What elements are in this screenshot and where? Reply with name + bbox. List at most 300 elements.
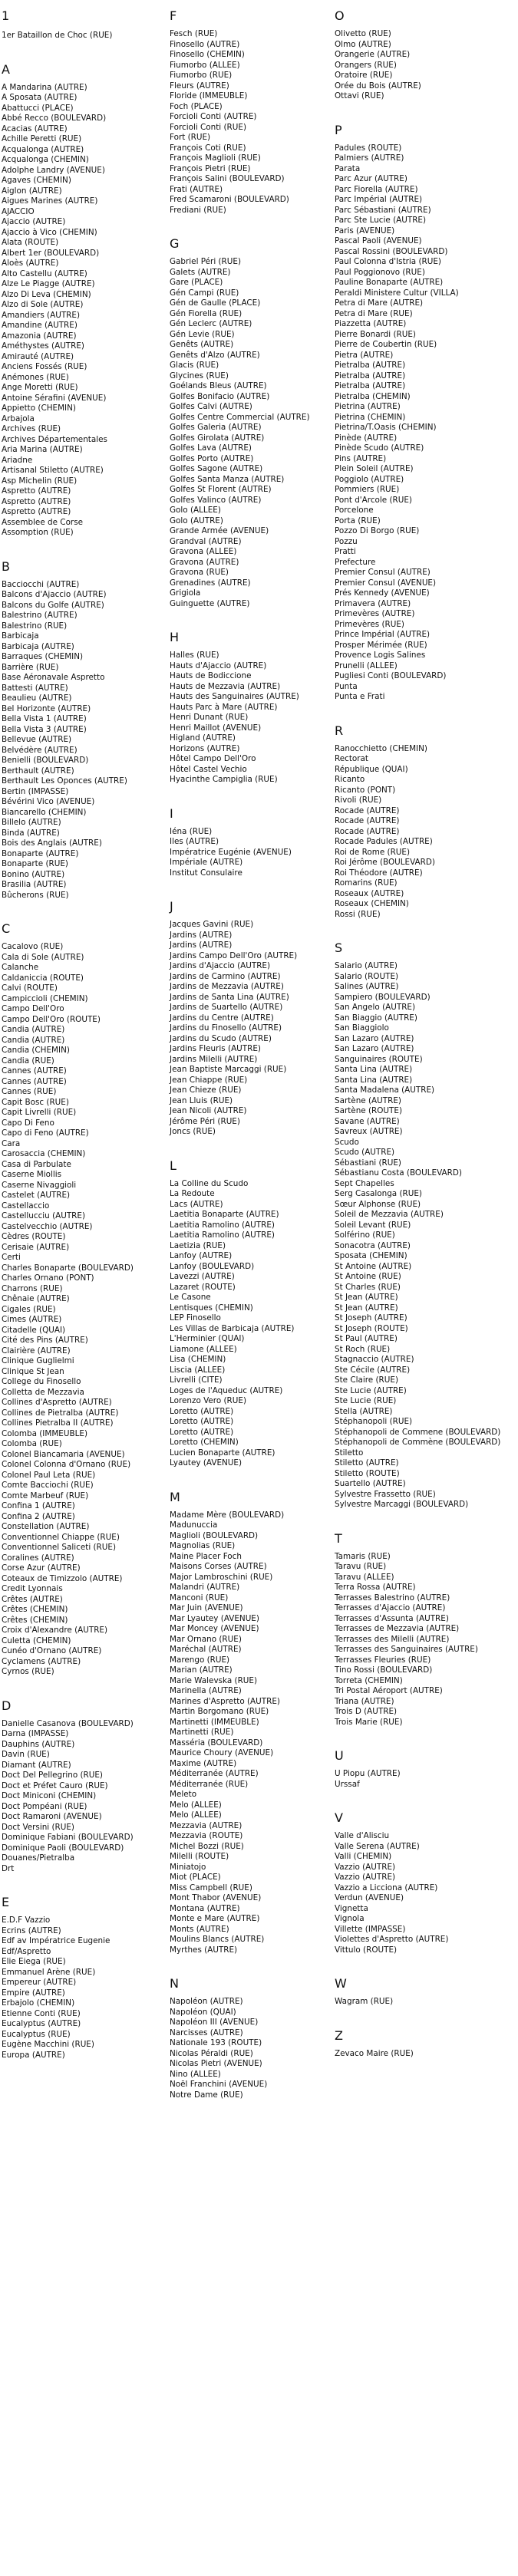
street-entry[interactable]: A Sposata (AUTRE) [2,93,78,102]
street-entry[interactable]: Archives Départementales [2,434,107,444]
street-entry[interactable]: Frati (AUTRE) [170,184,223,194]
street-entry[interactable]: E.D.F Vazzio [2,1916,51,1925]
street-entry[interactable]: Battesti (AUTRE) [2,683,68,693]
street-entry[interactable]: Clairière (AUTRE) [2,1346,71,1356]
street-entry[interactable]: Jardins de Santa Lina (AUTRE) [170,992,289,1002]
street-entry[interactable]: Forcioli Conti (AUTRE) [170,112,257,121]
street-entry[interactable]: Maine Placer Foch [170,1551,242,1561]
street-entry[interactable]: Gabriel Péri (RUE) [170,257,242,266]
street-entry[interactable]: Pietralba (CHEMIN) [335,391,411,401]
street-entry[interactable]: Capit Livrelli (RUE) [2,1108,77,1117]
street-entry[interactable]: Jardins Campo Dell'Oro (AUTRE) [170,950,298,960]
street-entry[interactable]: Paris (AVENUE) [335,226,395,236]
street-entry[interactable]: Pietrina (AUTRE) [335,402,401,411]
street-entry[interactable]: Comte Bacciochi (RUE) [2,1481,94,1490]
street-entry[interactable]: Bûcherons (RUE) [2,890,69,900]
street-entry[interactable]: Jardins du Centre (AUTRE) [170,1013,274,1023]
street-entry[interactable]: Empire (AUTRE) [2,1988,65,1998]
street-entry[interactable]: Bacciocchi (AUTRE) [2,579,80,589]
street-entry[interactable]: Billelo (AUTRE) [2,818,61,827]
street-entry[interactable]: Galets (AUTRE) [170,267,231,277]
street-entry[interactable]: Jean Chieze (RUE) [170,1085,242,1095]
street-entry[interactable]: Pinède (AUTRE) [335,433,398,443]
street-entry[interactable]: Pins (AUTRE) [335,453,387,463]
street-entry[interactable]: Jardins (AUTRE) [170,940,233,950]
street-entry[interactable]: San Lazaro (AUTRE) [335,1044,414,1053]
street-entry[interactable]: Parc Fiorella (AUTRE) [335,184,418,194]
street-entry[interactable]: Golo (ALLEE) [170,506,221,515]
street-entry[interactable]: Colomba (IMMEUBLE) [2,1428,87,1438]
street-entry[interactable]: Candia (AUTRE) [2,1035,65,1045]
street-entry[interactable]: Bella Vista 3 (AUTRE) [2,724,87,734]
street-entry[interactable]: Fiumorbo (RUE) [170,71,233,80]
street-entry[interactable]: Genêts (AUTRE) [170,340,234,349]
street-entry[interactable]: Mar Ornano (RUE) [170,1634,242,1644]
street-entry[interactable]: Salario (ROUTE) [335,971,399,981]
street-entry[interactable]: Calanche [2,963,39,972]
street-entry[interactable]: Cèdres (ROUTE) [2,1232,66,1241]
street-entry[interactable]: Jardins de Suartello (AUTRE) [170,1003,283,1012]
street-entry[interactable]: Romarins (RUE) [335,878,398,888]
street-entry[interactable]: Colonel Colonna d'Ornano (RUE) [2,1460,131,1469]
street-entry[interactable]: Sylvestre Marcaggi (BOULEVARD) [335,1500,469,1509]
street-entry[interactable]: Croix d'Alexandre (AUTRE) [2,1626,108,1635]
street-entry[interactable]: Suartello (AUTRE) [335,1479,406,1488]
street-entry[interactable]: Prosper Mérimée (RUE) [335,640,427,650]
street-entry[interactable]: Maglioli (BOULEVARD) [170,1530,259,1540]
street-entry[interactable]: Collines d'Aspretto (AUTRE) [2,1398,112,1407]
street-entry[interactable]: Pietralba (AUTRE) [335,361,406,370]
street-entry[interactable]: Goélands Bleus (AUTRE) [170,381,267,390]
street-entry[interactable]: Salines (AUTRE) [335,982,399,991]
street-entry[interactable]: Hauts d'Ajaccio (AUTRE) [170,660,267,670]
street-entry[interactable]: Colonel Biancamaria (AVENUE) [2,1449,125,1459]
street-entry[interactable]: Punta [335,681,358,691]
street-entry[interactable]: Vignola [335,1914,365,1923]
street-entry[interactable]: Campo Dell'Oro [2,1004,64,1013]
street-entry[interactable]: Cimes (AUTRE) [2,1315,62,1324]
street-entry[interactable]: Marian (AUTRE) [170,1665,233,1675]
street-entry[interactable]: Balestrino (RUE) [2,621,68,631]
street-entry[interactable]: Ajaccio (AUTRE) [2,217,66,226]
street-entry[interactable]: Amazonia (AUTRE) [2,331,77,341]
street-entry[interactable]: Vazzio (AUTRE) [335,1862,396,1872]
street-entry[interactable]: Montana (AUTRE) [170,1903,240,1913]
street-entry[interactable]: Acqualonga (CHEMIN) [2,155,89,164]
street-entry[interactable]: Doct Versini (RUE) [2,1822,74,1832]
street-entry[interactable]: Rocade Padules (AUTRE) [335,837,433,846]
street-entry[interactable]: Serg Casalonga (RUE) [335,1189,422,1198]
street-entry[interactable]: Finosello (CHEMIN) [170,50,245,59]
street-entry[interactable]: Jardins Fleuris (AUTRE) [170,1044,261,1053]
street-entry[interactable]: St Jean (AUTRE) [335,1293,398,1302]
street-entry[interactable]: Paul Colonna d'Istria (RUE) [335,257,441,266]
street-entry[interactable]: Loges de l'Aqueduc (AUTRE) [170,1385,283,1395]
street-entry[interactable]: Balcons du Golfe (AUTRE) [2,600,104,610]
street-entry[interactable]: Halles (RUE) [170,651,219,660]
street-entry[interactable]: Golfes Galeria (AUTRE) [170,423,262,432]
street-entry[interactable]: Institut Consulaire [170,868,243,878]
street-entry[interactable]: Miot (PLACE) [170,1873,221,1882]
street-entry[interactable]: Campo Dell'Oro (ROUTE) [2,1014,101,1024]
street-entry[interactable]: Myrthes (AUTRE) [170,1945,238,1955]
street-entry[interactable]: Gén Levie (RUE) [170,329,235,339]
street-entry[interactable]: Taravu (RUE) [335,1562,387,1571]
street-entry[interactable]: Amandine (AUTRE) [2,321,78,330]
street-entry[interactable]: Eugène Macchini (RUE) [2,2040,94,2049]
street-entry[interactable]: Assomption (RUE) [2,528,74,537]
street-entry[interactable]: Capo Di Feno [2,1118,54,1128]
street-entry[interactable]: Bonaparte (RUE) [2,859,68,868]
street-entry[interactable]: Premier Consul (AVENUE) [335,578,437,588]
street-entry[interactable]: Terrasses d'Assunta (AUTRE) [335,1613,449,1623]
street-entry[interactable]: Charles Ornano (PONT) [2,1273,94,1283]
street-entry[interactable]: Violettes d'Aspretto (AUTRE) [335,1935,449,1944]
street-entry[interactable]: Citadelle (QUAI) [2,1325,66,1335]
street-entry[interactable]: Iles (AUTRE) [170,837,219,846]
street-entry[interactable]: Sylvestre Frassetto (RUE) [335,1489,436,1499]
street-entry[interactable]: Fiumorbo (ALLEE) [170,60,240,70]
street-entry[interactable]: Golfes St Florent (AUTRE) [170,485,272,494]
street-entry[interactable]: Taravu (ALLEE) [335,1572,394,1582]
street-entry[interactable]: Crêtes (CHEMIN) [2,1605,68,1614]
street-entry[interactable]: Alata (ROUTE) [2,238,59,247]
street-entry[interactable]: Dauphins (AUTRE) [2,1739,75,1749]
street-entry[interactable]: Jardins de Carmino (AUTRE) [170,971,281,981]
street-entry[interactable]: Impératrice Eugénie (AVENUE) [170,847,292,857]
street-entry[interactable]: Pietralba (AUTRE) [335,381,406,390]
street-entry[interactable]: Laetitia Bonaparte (AUTRE) [170,1210,279,1219]
street-entry[interactable]: Martinetti (RUE) [170,1728,234,1737]
street-entry[interactable]: François Pietri (RUE) [170,163,251,173]
street-entry[interactable]: Bévérini Vico (AVENUE) [2,797,95,806]
street-entry[interactable]: Douanes/Pietralba [2,1853,75,1863]
street-entry[interactable]: Barbicaja [2,631,39,641]
street-entry[interactable]: Lanfoy (AUTRE) [170,1251,233,1260]
street-entry[interactable]: Villette (IMPASSE) [335,1924,406,1934]
street-entry[interactable]: Empereur (AUTRE) [2,1978,77,1987]
street-entry[interactable]: Maurice Choury (AVENUE) [170,1748,274,1757]
street-entry[interactable]: Golfes Calvi (AUTRE) [170,402,252,411]
street-entry[interactable]: Cacalovo (RUE) [2,942,64,951]
street-entry[interactable]: Conventionnel Chiappe (RUE) [2,1532,120,1542]
street-entry[interactable]: Eucalyptus (RUE) [2,2029,71,2039]
street-entry[interactable]: Major Lambroschini (RUE) [170,1572,273,1582]
street-entry[interactable]: Glacis (RUE) [170,361,219,370]
street-entry[interactable]: LEP Finosello [170,1313,221,1323]
street-entry[interactable]: Roi Théodore (AUTRE) [335,868,423,878]
street-entry[interactable]: Petra di Mare (RUE) [335,308,413,318]
street-entry[interactable]: Henri Maillot (AVENUE) [170,723,262,733]
street-entry[interactable]: Meleto [170,1790,197,1799]
street-entry[interactable]: San Biaggiolo [335,1023,389,1033]
street-entry[interactable]: Napoléon (AUTRE) [170,1997,243,2006]
street-entry[interactable]: Wagram (RUE) [335,1997,394,2006]
street-entry[interactable]: Bonino (AUTRE) [2,869,65,879]
street-entry[interactable]: Achille Peretti (RUE) [2,134,82,143]
street-entry[interactable]: 1er Bataillon de Choc (RUE) [2,31,113,40]
street-entry[interactable]: Vignetta [335,1903,368,1913]
street-entry[interactable]: Gravona (AUTRE) [170,557,239,567]
street-entry[interactable]: Castelet (AUTRE) [2,1191,71,1200]
street-entry[interactable]: Candia (CHEMIN) [2,1046,70,1055]
street-entry[interactable]: Terrasses des Sanguinaires (AUTRE) [335,1645,478,1654]
street-entry[interactable]: Ariadne [2,455,33,465]
street-entry[interactable]: Terrasses Fleuries (RUE) [335,1655,431,1665]
street-entry[interactable]: St Joseph (ROUTE) [335,1323,408,1333]
street-entry[interactable]: Gén de Gaulle (PLACE) [170,298,261,308]
street-entry[interactable]: Brasilia (AUTRE) [2,880,67,889]
street-entry[interactable]: Drt [2,1863,15,1873]
street-entry[interactable]: Jacques Gavini (RUE) [170,920,254,929]
street-entry[interactable]: Porcelone [335,506,374,515]
street-entry[interactable]: Prunelli (ALLEE) [335,660,398,670]
street-entry[interactable]: Barbicaja (AUTRE) [2,641,74,651]
street-entry[interactable]: Masséria (BOULEVARD) [170,1738,263,1748]
street-entry[interactable]: Lorenzo Vero (RUE) [170,1396,246,1405]
street-entry[interactable]: Capit Bosc (RUE) [2,1097,69,1107]
street-entry[interactable]: Milelli (ROUTE) [170,1852,229,1861]
street-entry[interactable]: Hauts Parc à Mare (AUTRE) [170,702,278,712]
street-entry[interactable]: Grenadines (AUTRE) [170,578,251,588]
street-entry[interactable]: St Antoine (AUTRE) [335,1261,412,1271]
street-entry[interactable]: Bellevue (AUTRE) [2,735,72,744]
street-entry[interactable]: St Roch (RUE) [335,1344,391,1354]
street-entry[interactable]: Benielli (BOULEVARD) [2,756,89,765]
street-entry[interactable]: Castellucciu (AUTRE) [2,1211,86,1220]
street-entry[interactable]: Torreta (CHEMIN) [335,1675,403,1685]
street-entry[interactable]: Rocade (AUTRE) [335,826,400,836]
street-entry[interactable]: Golfes Porto (AUTRE) [170,453,254,463]
street-entry[interactable]: Monte e Mare (AUTRE) [170,1914,260,1923]
street-entry[interactable]: Antoine Sérafini (AVENUE) [2,393,107,403]
street-entry[interactable]: Anémones (RUE) [2,372,69,382]
street-entry[interactable]: Darna (IMPASSE) [2,1729,69,1738]
street-entry[interactable]: Cigales (RUE) [2,1304,56,1314]
street-entry[interactable]: Anciens Fossés (RUE) [2,362,87,371]
street-entry[interactable]: Alzo Di Leva (CHEMIN) [2,289,91,299]
street-entry[interactable]: Rocade (AUTRE) [335,805,400,815]
street-entry[interactable]: Améthystes (AUTRE) [2,341,84,351]
street-entry[interactable]: Pauline Bonaparte (AUTRE) [335,278,444,287]
street-entry[interactable]: Roi de Rome (RUE) [335,847,411,857]
street-entry[interactable]: Jardins d'Ajaccio (AUTRE) [170,961,271,970]
street-entry[interactable]: Orée du Bois (AUTRE) [335,81,421,91]
street-entry[interactable]: Primevères (AUTRE) [335,609,415,618]
street-entry[interactable]: Albert 1er (BOULEVARD) [2,248,100,258]
street-entry[interactable]: Horizons (AUTRE) [170,743,240,753]
street-entry[interactable]: Trois Marie (RUE) [335,1717,403,1727]
street-entry[interactable]: Paul Poggionovo (RUE) [335,267,425,277]
street-entry[interactable]: Colomba (RUE) [2,1439,62,1448]
street-entry[interactable]: Padules (ROUTE) [335,143,402,153]
street-entry[interactable]: Orangerie (AUTRE) [335,50,411,59]
street-entry[interactable]: Jardins de Mezzavia (AUTRE) [170,982,284,991]
street-entry[interactable]: Lacs (AUTRE) [170,1199,223,1209]
street-entry[interactable]: Prince Impérial (AUTRE) [335,630,431,639]
street-entry[interactable]: Santa Madalena (AUTRE) [335,1085,435,1095]
street-entry[interactable]: San Biaggio (AUTRE) [335,1013,417,1023]
street-entry[interactable]: Abbé Recco (BOULEVARD) [2,114,107,123]
street-entry[interactable]: Castelvecchio (AUTRE) [2,1221,93,1231]
street-entry[interactable]: Hauts de Mezzavia (AUTRE) [170,681,281,691]
street-entry[interactable]: Trois D (AUTRE) [335,1707,398,1716]
street-entry[interactable]: L'Herminier (QUAI) [170,1334,245,1343]
street-entry[interactable]: Casa di Parbulate [2,1159,71,1169]
street-entry[interactable]: Base Aéronavale Aspretto [2,673,105,682]
street-entry[interactable]: Diamant (AUTRE) [2,1760,71,1770]
street-entry[interactable]: Golfes Centre Commercial (AUTRE) [170,412,310,422]
street-entry[interactable]: Loretto (AUTRE) [170,1427,234,1437]
street-entry[interactable]: Calvi (ROUTE) [2,983,58,993]
street-entry[interactable]: Etienne Conti (RUE) [2,2008,81,2018]
street-entry[interactable]: Doct Ramaroni (AVENUE) [2,1812,102,1821]
street-entry[interactable]: Madunuccia [170,1520,218,1530]
street-entry[interactable]: Ecrins (AUTRE) [2,1925,61,1935]
street-entry[interactable]: Pascal Paoli (AVENUE) [335,236,422,245]
street-entry[interactable]: Tamaris (RUE) [335,1551,391,1561]
street-entry[interactable]: Stéphanopoli (RUE) [335,1417,413,1426]
street-entry[interactable]: Marie Walevska (RUE) [170,1675,258,1685]
street-entry[interactable]: Golo (AUTRE) [170,516,223,525]
street-entry[interactable]: St Jean (AUTRE) [335,1303,398,1313]
street-entry[interactable]: Frediani (RUE) [170,205,226,215]
street-entry[interactable]: Cyclamens (AUTRE) [2,1656,81,1666]
street-entry[interactable]: Sanguinaires (ROUTE) [335,1054,423,1064]
street-entry[interactable]: Orangers (RUE) [335,60,397,70]
street-entry[interactable]: Tino Rossi (BOULEVARD) [335,1665,433,1675]
street-entry[interactable]: Grande Armée (AVENUE) [170,526,269,535]
street-entry[interactable]: Cannes (AUTRE) [2,1066,67,1076]
street-entry[interactable]: Poggiolo (AUTRE) [335,474,404,484]
street-entry[interactable]: Biancarello (CHEMIN) [2,807,87,817]
street-entry[interactable]: A Mandarina (AUTRE) [2,82,87,92]
street-entry[interactable]: Higland (AUTRE) [170,733,236,743]
street-entry[interactable]: AJACCIO [2,206,35,216]
street-entry[interactable]: Charrons (RUE) [2,1283,63,1293]
street-entry[interactable]: Aspretto (AUTRE) [2,496,71,506]
street-entry[interactable]: Erbajolo (CHEMIN) [2,1998,75,2008]
street-entry[interactable]: Cara [2,1138,21,1148]
street-entry[interactable]: Adolphe Landry (AVENUE) [2,165,105,175]
street-entry[interactable]: Barraques (CHEMIN) [2,652,84,661]
street-entry[interactable]: Valle d'Alisciu [335,1831,390,1840]
street-entry[interactable]: Stella (AUTRE) [335,1406,393,1416]
street-entry[interactable]: Melo (ALLEE) [170,1800,222,1810]
street-entry[interactable]: Lentisques (CHEMIN) [170,1303,253,1313]
street-entry[interactable]: Pinède Scudo (AUTRE) [335,443,424,453]
street-entry[interactable]: Terrasses Balestrino (AUTRE) [335,1593,450,1603]
street-entry[interactable]: Jean Chiappe (RUE) [170,1075,248,1085]
street-entry[interactable]: Ange Moretti (RUE) [2,383,78,392]
street-entry[interactable]: Jérôme Péri (RUE) [170,1116,240,1126]
street-entry[interactable]: Stéphanopoli de Commene (BOULEVARD) [335,1427,501,1437]
street-entry[interactable]: Méditerranée (AUTRE) [170,1769,259,1778]
street-entry[interactable]: Laetitia Ramolino (AUTRE) [170,1230,275,1240]
street-entry[interactable]: François Salini (BOULEVARD) [170,174,285,183]
street-entry[interactable]: St Paul (AUTRE) [335,1334,398,1343]
street-entry[interactable]: Stiletto (AUTRE) [335,1458,399,1468]
street-entry[interactable]: Salario (AUTRE) [335,961,398,970]
street-entry[interactable]: Golfes Bonifacio (AUTRE) [170,391,270,401]
street-entry[interactable]: Gén Leclerc (AUTRE) [170,319,252,328]
street-entry[interactable]: Nicolas Pietri (AVENUE) [170,2059,262,2068]
street-entry[interactable]: Golfes Valinco (AUTRE) [170,495,262,505]
street-entry[interactable]: St Antoine (RUE) [335,1272,401,1281]
street-entry[interactable]: Crêtes (AUTRE) [2,1594,63,1604]
street-entry[interactable]: Finosello (AUTRE) [170,39,240,49]
street-entry[interactable]: Vazzio (AUTRE) [335,1873,396,1882]
street-entry[interactable]: Napoléon III (AVENUE) [170,2018,259,2027]
street-entry[interactable]: Pont d'Arcole (RUE) [335,495,412,505]
street-entry[interactable]: U Piopu (AUTRE) [335,1769,401,1778]
street-entry[interactable]: Lisa (CHEMIN) [170,1355,226,1364]
street-entry[interactable]: Sébastianu Costa (BOULEVARD) [335,1168,462,1178]
street-entry[interactable]: Confina 2 (AUTRE) [2,1511,75,1521]
street-entry[interactable]: Constellation (AUTRE) [2,1522,90,1531]
street-entry[interactable]: Berthault (AUTRE) [2,766,74,776]
street-entry[interactable]: Vazzio a Licciona (AUTRE) [335,1883,438,1892]
street-entry[interactable]: Plein Soleil (AUTRE) [335,464,414,473]
street-entry[interactable]: Marines d'Aspretto (AUTRE) [170,1696,280,1706]
street-entry[interactable]: Loretto (CHEMIN) [170,1438,239,1447]
street-entry[interactable]: Hyacinthe Campiglia (RUE) [170,775,278,784]
street-entry[interactable]: Forcioli Conti (RUE) [170,122,246,132]
street-entry[interactable]: Cannes (AUTRE) [2,1076,67,1086]
street-entry[interactable]: Santa Lina (AUTRE) [335,1065,413,1074]
street-entry[interactable]: Jean Lluis (RUE) [170,1095,233,1105]
street-entry[interactable]: Terrasses d'Ajaccio (AUTRE) [335,1603,446,1612]
street-entry[interactable]: Guinguette (AUTRE) [170,598,250,608]
street-entry[interactable]: Jardins du Finosello (AUTRE) [170,1023,282,1033]
street-entry[interactable]: Marengo (RUE) [170,1655,230,1665]
street-entry[interactable]: Liamone (ALLEE) [170,1344,237,1354]
street-entry[interactable]: Savane (AUTRE) [335,1116,400,1126]
street-entry[interactable]: Pierre de Coubertin (RUE) [335,340,437,349]
street-entry[interactable]: Floride (IMMEUBLE) [170,91,248,100]
street-entry[interactable]: Castellaccio [2,1201,50,1211]
street-entry[interactable]: Maisons Corses (AUTRE) [170,1562,267,1571]
street-entry[interactable]: Olivetto (RUE) [335,29,391,38]
street-entry[interactable]: Savreux (AUTRE) [335,1127,403,1136]
street-entry[interactable]: Liscia (ALLEE) [170,1365,226,1375]
street-entry[interactable]: Caldaniccia (ROUTE) [2,973,84,983]
street-entry[interactable]: Cunéo d'Ornano (AUTRE) [2,1646,102,1655]
street-entry[interactable]: Ste Lucie (RUE) [335,1396,397,1405]
street-entry[interactable]: Soleil Levant (RUE) [335,1220,411,1230]
street-entry[interactable]: Loretto (AUTRE) [170,1406,234,1416]
street-entry[interactable]: Pietrina/T.Oasis (CHEMIN) [335,423,437,432]
street-entry[interactable]: Gare (PLACE) [170,278,223,287]
street-entry[interactable]: Jardins (AUTRE) [170,930,233,940]
street-entry[interactable]: Pietra (AUTRE) [335,350,394,360]
street-entry[interactable]: Alze Le Piagge (AUTRE) [2,279,95,288]
street-entry[interactable]: Colonel Paul Leta (RUE) [2,1470,96,1480]
street-entry[interactable]: Roseaux (CHEMIN) [335,899,409,908]
street-entry[interactable]: Lanfoy (BOULEVARD) [170,1261,255,1271]
street-entry[interactable]: Clinique Guglielmi [2,1356,74,1365]
street-entry[interactable]: Gravona (ALLEE) [170,547,237,556]
street-entry[interactable]: Terrasses de Mezzavia (AUTRE) [335,1624,460,1633]
street-entry[interactable]: Rectorat [335,754,369,763]
street-entry[interactable]: Fleurs (AUTRE) [170,81,229,91]
street-entry[interactable]: Nationale 193 (ROUTE) [170,2038,262,2047]
street-entry[interactable]: Mezzavia (AUTRE) [170,1820,243,1830]
street-entry[interactable]: Campiccioli (CHEMIN) [2,993,88,1003]
street-entry[interactable]: Verdun (AVENUE) [335,1893,404,1902]
street-entry[interactable]: Oratoire (RUE) [335,71,393,80]
street-entry[interactable]: Livrelli (CITE) [170,1375,223,1385]
